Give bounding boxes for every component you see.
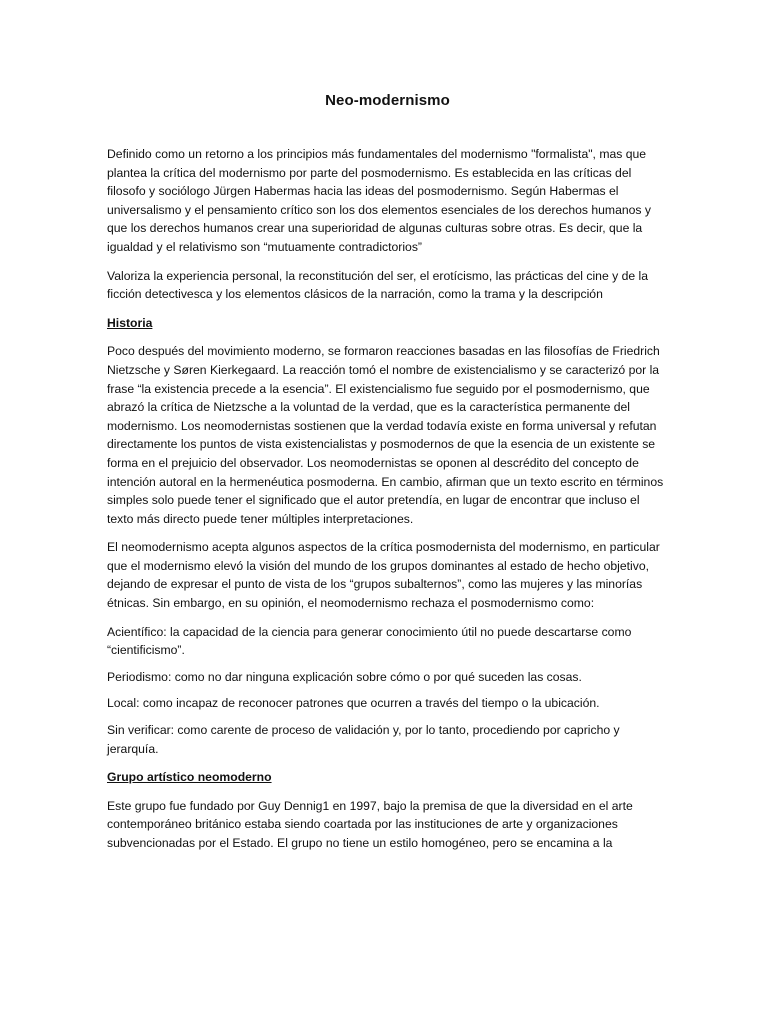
paragraph-local: Local: como incapaz de reconocer patrones que ocurren a través del tiempo o la ubicación. bbox=[107, 696, 600, 711]
paragraph-sin-verificar: Sin verificar: como carente de proceso de validación y, por lo tanto, procediendo por capricho y jerarquía. bbox=[107, 723, 620, 756]
paragraph-historia-1: Poco después del movimiento moderno, se formaron reacciones basadas en las filosofías de Friedrich Nietzsche y Søren Kierkegaard. La reacción tomó el nombre de existencialismo y se caracterizó por la frase “la existencia precede a la esencia”. El existencialismo fue seguido por el posmodernismo, que abrazó la crítica de Nietzsche a la voluntad de la verdad, que es la característica permanente del modernismo. Los neomodernistas sostienen que la verdad todavía existe en forma universal y refutan directamente los puntos de vista existencialistas y posmodernos de que la esencia de un existente se forma en el prejuicio del observador. Los neomodernistas se oponen al descrédito del concepto de intención autoral en la hermenéutica posmoderna. En cambio, afirman que un texto escrito en términos simples solo puede tener el significado que el autor pretendía, en lugar de encontrar que incluso el texto más directo puede tener múltiples interpretaciones. bbox=[107, 344, 664, 526]
paragraph-intro: Definido como un retorno a los principios más fundamentales del modernismo "formalista", mas que plantea la crítica del modernismo por parte del posmodernismo. Es establecida en las críticas del filosofo y sociólogo Jürgen Habermas hacia las ideas del posmodernismo. Según Habermas el universalismo y el pensamiento crítico son los dos elementos esenciales de los derechos humanos y que los derechos humanos crear una superioridad de algunas culturas sobre otras. Es decir, que la igualdad y el relativismo son “mutuamente contradictorios” bbox=[107, 147, 651, 254]
paragraph-values: Valoriza la experiencia personal, la reconstitución del ser, el erotícismo, las prácticas del cine y de la ficción detectivesca y los elementos clásicos de la narración, como la trama y la descripción bbox=[107, 268, 649, 302]
paragraph-historia-2: El neomodernismo acepta algunos aspectos de la crítica posmodernista del modernismo, en particular que el modernismo elevó la visión del mundo de los grupos dominantes al estado de hecho objetivo, dejando de expresar el punto de vista de los “grupos subalternos”, como las mujeres y las minorías étnicas. Sin embargo, en su opinión, el neomodernismo rechaza el posmodernismo como: bbox=[107, 540, 660, 611]
document-title: Neo-modernismo bbox=[325, 92, 450, 109]
heading-historia: Historia bbox=[107, 315, 153, 330]
paragraph-acientifico: Acientífico: la capacidad de la ciencia para generar conocimiento útil no puede descartarse como “cientificismo”. bbox=[107, 624, 632, 658]
heading-grupo-artistico: Grupo artístico neomoderno bbox=[107, 770, 272, 785]
paragraph-periodismo: Periodismo: como no dar ninguna explicación sobre cómo o por qué suceden las cosas. bbox=[107, 669, 582, 684]
paragraph-grupo-1: Este grupo fue fundado por Guy Dennig1 en 1997, bajo la premisa de que la diversidad en el arte contemporáneo británico estaba siendo coartada por las instituciones de arte y organizaciones subvencionadas por el Estado. El grupo no tiene un estilo homogéneo, pero se encamina a la bbox=[107, 798, 633, 850]
